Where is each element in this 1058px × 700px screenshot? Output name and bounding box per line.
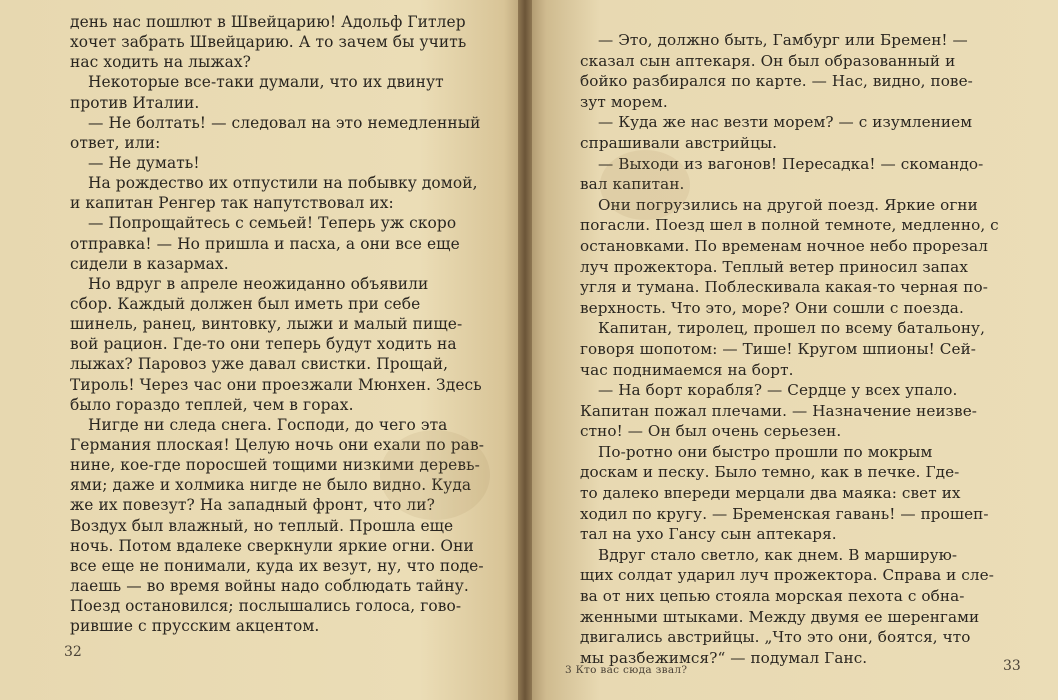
- right-text-line: говоря шопотом: — Тише! Кругом шпионы! Сей-: [580, 339, 977, 358]
- left-text-line: было гораздо теплей, чем в горах.: [70, 395, 354, 414]
- right-text-line: Капитан пожал плечами. — Назначение неизве-: [580, 401, 978, 420]
- left-text-line: рившие с прусским акцентом.: [70, 617, 320, 636]
- left-text-line: и капитан Ренгер так напутствовал их:: [70, 194, 394, 213]
- left-text-line: нине, кое-где поросшей тощими низкими деревь-: [70, 456, 480, 475]
- right-text-line: спрашивали австрийцы.: [580, 133, 778, 152]
- right-text-line: остановками. По временам ночное небо прорезал: [580, 236, 988, 255]
- right-text-line: Они погрузились на другой поезд. Яркие огни: [598, 195, 978, 214]
- left-text-line: сбор. Каждый должен был иметь при себе: [70, 294, 421, 313]
- right-text-line: щих солдат ударил луч прожектора. Справа и сле-: [580, 566, 994, 585]
- left-page: [0, 0, 525, 700]
- right-text-line: зут морем.: [580, 92, 668, 111]
- right-text-line: По-ротно они быстро прошли по мокрым: [598, 442, 933, 461]
- left-text-line: Воздух был влажный, но теплый. Прошла еще: [70, 516, 454, 535]
- left-text-line: же их повезут? На западный фронт, что ли?: [70, 496, 435, 515]
- right-text-line: Вдруг стало светло, как днем. В марширую-: [598, 545, 958, 564]
- right-text-line: доскам и песку. Было темно, как в печке. Где-: [580, 463, 960, 482]
- right-text-line: — Это, должно быть, Гамбург или Бремен! —: [598, 31, 968, 49]
- right-text-line: — На борт корабля? — Сердце у всех упало.: [598, 381, 958, 400]
- right-page-number: 33: [1003, 658, 1021, 674]
- right-text-line: погасли. Поезд шел в полной темноте, медленно, с: [580, 216, 999, 235]
- left-text-line: ночь. Потом вдалеке сверкнули яркие огни. Они: [70, 536, 474, 555]
- left-page-text: [70, 12, 521, 636]
- right-page-text: [580, 30, 1028, 668]
- left-text-line: — Попрощайтесь с семьей! Теперь уж скоро: [88, 214, 457, 233]
- right-text-line: мы разбежимся?“ — подумал Ганс.: [580, 648, 868, 667]
- left-text-line: Германия плоская! Целую ночь они ехали по рав-: [70, 435, 485, 454]
- right-page: [525, 0, 1058, 700]
- left-text-line: ответ, или:: [70, 133, 161, 152]
- left-text-line: Некоторые все-таки думали, что их двинут: [88, 73, 444, 92]
- left-text-line: — Не думать!: [88, 153, 200, 172]
- right-text-line: час поднимаемся на борт.: [580, 360, 794, 379]
- right-text-line: — Выходи из вагонов! Пересадка! — скомандо-: [598, 154, 984, 173]
- left-text-line: Тироль! Через час они проезжали Мюнхен. Здесь: [70, 375, 482, 394]
- right-text-line: тал на ухо Гансу сын аптекаря.: [580, 525, 837, 544]
- left-text-line: хочет забрать Швейцарию. А то зачем бы учить: [70, 33, 467, 52]
- right-text-line: ходил по кругу. — Бременская гавань! — прошеп-: [580, 504, 989, 523]
- right-text-line: ва от них цепью стояла морская пехота с обна-: [580, 587, 965, 606]
- right-text-line: сказал сын аптекаря. Он был образованный и: [580, 51, 956, 70]
- signature-mark: 3 Кто вас сюда звал?: [565, 664, 688, 676]
- left-text-line: день нас пошлют в Швейцарию! Адольф Гитлер: [70, 13, 466, 31]
- left-text-line: ями; даже и холмика нигде не было видно. Куда: [70, 476, 472, 495]
- right-text-line: бойко разбирался по карте. — Нас, видно, пове-: [580, 72, 973, 91]
- left-text-line: отправка! — Но пришла и пасха, а они все еще: [70, 234, 460, 253]
- left-text-line: На рождество их отпустили на побывку домой,: [88, 174, 478, 193]
- left-text-line: Нигде ни следа снега. Господи, до чего эта: [88, 415, 448, 434]
- right-text-line: — Куда же нас везти морем? — с изумлением: [598, 113, 973, 132]
- left-text-line: против Италии.: [70, 93, 200, 112]
- left-text-line: — Не болтать! — следовал на это немедленный: [88, 113, 481, 132]
- left-text-line: Поезд остановился; послышались голоса, гово-: [70, 597, 462, 616]
- right-text-line: то далеко впереди мерцали два маяка: свет их: [580, 484, 961, 503]
- left-text-line: все еще не понимали, куда их везут, ну, что поде-: [70, 556, 484, 575]
- left-page-number: 32: [64, 644, 82, 660]
- left-text-line: нас ходить на лыжах?: [70, 53, 252, 72]
- right-text-line: стно! — Он был очень серьезен.: [580, 422, 842, 441]
- right-text-line: верхность. Что это, море? Они сошли с поезда.: [580, 298, 964, 317]
- left-text-line: шинель, ранец, винтовку, лыжи и малый пище-: [70, 315, 463, 334]
- left-text-line: Но вдруг в апреле неожиданно объявили: [88, 274, 429, 293]
- right-text-line: вал капитан.: [580, 175, 685, 194]
- right-text-line: угля и тумана. Поблескивала какая-то черная по-: [580, 278, 988, 297]
- right-text-line: Капитан, тиролец, прошел по всему батальону,: [598, 319, 986, 338]
- left-text-line: лаешь — во время войны надо соблюдать тайну.: [70, 576, 469, 595]
- left-text-line: лыжах? Паровоз уже давал свистки. Прощай,: [70, 355, 449, 374]
- right-text-line: двигались австрийцы. „Что это они, боятся, что: [580, 628, 971, 647]
- book-gutter: [518, 0, 532, 700]
- left-text-line: сидели в казармах.: [70, 254, 229, 273]
- right-text-line: луч прожектора. Теплый ветер приносил запах: [580, 257, 968, 276]
- left-text-line: вой рацион. Где-то они теперь будут ходить на: [70, 335, 457, 354]
- right-text-line: женными штыками. Между двумя ее шеренгами: [580, 607, 980, 626]
